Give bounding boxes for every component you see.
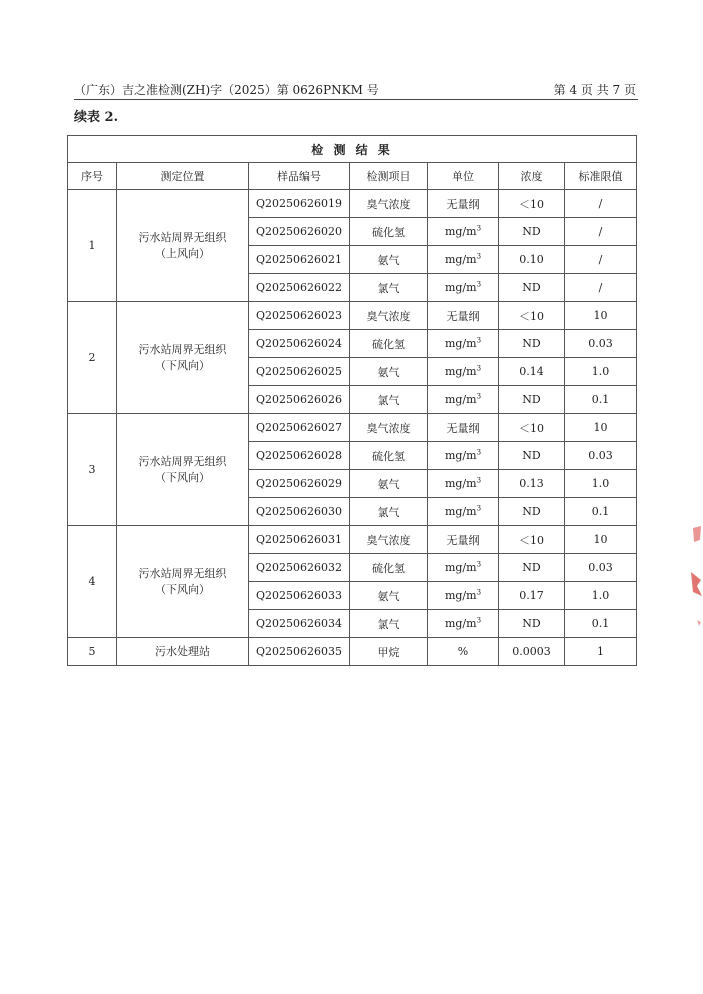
unit: 无量纲: [428, 302, 499, 330]
wind-direction: （上风向）: [155, 246, 210, 260]
test-item: 硫化氢: [350, 218, 428, 246]
standard-limit: 1: [565, 638, 637, 666]
page-header: [74, 79, 638, 100]
test-item: 臭气浓度: [350, 526, 428, 554]
unit-superscript: 3: [476, 280, 482, 289]
test-item: 臭气浓度: [350, 414, 428, 442]
table-row: [68, 302, 637, 330]
test-item: 氨气: [350, 246, 428, 274]
unit-superscript: 3: [476, 224, 482, 233]
header-row: [68, 163, 637, 190]
sample-id: Q20250626030: [249, 498, 350, 526]
column-header: 检测项目: [350, 163, 428, 190]
location-cell: [117, 190, 249, 302]
row-number: 5: [68, 638, 117, 666]
unit: [428, 470, 499, 498]
test-item: 氯气: [350, 498, 428, 526]
unit-superscript: 3: [476, 504, 482, 513]
unit: 无量纲: [428, 414, 499, 442]
unit-text: mg/m: [444, 561, 477, 574]
unit: [428, 582, 499, 610]
unit-text: mg/m: [444, 449, 477, 462]
standard-limit: /: [565, 274, 637, 302]
standard-limit: /: [565, 218, 637, 246]
sample-id: Q20250626035: [249, 638, 350, 666]
concentration: ND: [499, 274, 565, 302]
unit: %: [428, 638, 499, 666]
concentration: ＜10: [499, 190, 565, 218]
unit-superscript: 3: [476, 560, 482, 569]
location-cell: [117, 638, 249, 666]
column-header: 单位: [428, 163, 499, 190]
wind-direction: （下风向）: [155, 470, 210, 484]
row-number: 4: [68, 526, 117, 638]
test-item: 硫化氢: [350, 330, 428, 358]
unit-text: mg/m: [444, 617, 477, 630]
standard-limit: 10: [565, 526, 637, 554]
test-item: 臭气浓度: [350, 302, 428, 330]
location-name: 污水站周界无组织: [138, 454, 227, 468]
concentration: ND: [499, 386, 565, 414]
row-number: 2: [68, 302, 117, 414]
sample-id: Q20250626022: [249, 274, 350, 302]
location-cell: [117, 302, 249, 414]
standard-limit: /: [565, 246, 637, 274]
unit: [428, 386, 499, 414]
concentration: ND: [499, 330, 565, 358]
concentration: 0.0003: [499, 638, 565, 666]
unit-superscript: 3: [476, 588, 482, 597]
standard-limit: 0.1: [565, 498, 637, 526]
standard-limit: 10: [565, 302, 637, 330]
unit: [428, 274, 499, 302]
test-item: 臭气浓度: [350, 190, 428, 218]
unit: 无量纲: [428, 190, 499, 218]
unit-superscript: 3: [476, 252, 482, 261]
page-number: 第 4 页 共 7 页: [553, 83, 636, 97]
concentration: 0.13: [499, 470, 565, 498]
unit-superscript: 3: [476, 616, 482, 625]
unit-text: mg/m: [444, 505, 477, 518]
unit: [428, 498, 499, 526]
test-item: 硫化氢: [350, 554, 428, 582]
table-row: [68, 526, 637, 554]
unit-superscript: 3: [476, 476, 482, 485]
wind-direction: （下风向）: [155, 358, 210, 372]
unit: [428, 610, 499, 638]
sample-id: Q20250626031: [249, 526, 350, 554]
column-header: 测定位置: [117, 163, 249, 190]
standard-limit: 0.1: [565, 386, 637, 414]
column-header: 样品编号: [249, 163, 350, 190]
concentration: ND: [499, 554, 565, 582]
table-body: [68, 190, 637, 666]
concentration: ND: [499, 442, 565, 470]
unit-superscript: 3: [476, 392, 482, 401]
test-item: 氯气: [350, 386, 428, 414]
sample-id: Q20250626029: [249, 470, 350, 498]
location-name: 污水站周界无组织: [138, 230, 227, 244]
unit-superscript: 3: [476, 364, 482, 373]
sample-id: Q20250626020: [249, 218, 350, 246]
unit-superscript: 3: [476, 448, 482, 457]
column-header: 标准限值: [565, 163, 637, 190]
unit: 无量纲: [428, 526, 499, 554]
standard-limit: 0.1: [565, 610, 637, 638]
test-item: 硫化氢: [350, 442, 428, 470]
unit-text: mg/m: [444, 281, 477, 294]
standard-limit: 0.03: [565, 554, 637, 582]
sample-id: Q20250626021: [249, 246, 350, 274]
standard-limit: /: [565, 190, 637, 218]
table-row: [68, 190, 637, 218]
table-row: [68, 638, 637, 666]
test-item: 氨气: [350, 470, 428, 498]
unit-text: mg/m: [444, 589, 477, 602]
standard-limit: 0.03: [565, 442, 637, 470]
standard-limit: 0.03: [565, 330, 637, 358]
unit: [428, 218, 499, 246]
sample-id: Q20250626025: [249, 358, 350, 386]
test-item: 氯气: [350, 274, 428, 302]
row-number: 3: [68, 414, 117, 526]
standard-limit: 10: [565, 414, 637, 442]
wind-direction: （下风向）: [155, 582, 210, 596]
unit: [428, 442, 499, 470]
standard-limit: 1.0: [565, 358, 637, 386]
unit: [428, 358, 499, 386]
report-number: （广东）吉之准检测(ZH)字（2025）第 0626PNKM 号: [74, 83, 379, 97]
column-header: 浓度: [499, 163, 565, 190]
stamp-fragment: [687, 520, 703, 660]
row-number: 1: [68, 190, 117, 302]
table-subtitle: 续表 2.: [74, 110, 119, 125]
unit-text: mg/m: [444, 253, 477, 266]
concentration: ＜10: [499, 302, 565, 330]
test-item: 氨气: [350, 358, 428, 386]
concentration: 0.10: [499, 246, 565, 274]
concentration: 0.14: [499, 358, 565, 386]
concentration: 0.17: [499, 582, 565, 610]
test-item: 甲烷: [350, 638, 428, 666]
unit-text: mg/m: [444, 365, 477, 378]
sample-id: Q20250626033: [249, 582, 350, 610]
table-row: [68, 414, 637, 442]
column-header: 序号: [68, 163, 117, 190]
location-name: 污水站周界无组织: [138, 566, 227, 580]
sample-id: Q20250626026: [249, 386, 350, 414]
sample-id: Q20250626024: [249, 330, 350, 358]
unit-text: mg/m: [444, 225, 477, 238]
standard-limit: 1.0: [565, 470, 637, 498]
test-item: 氨气: [350, 582, 428, 610]
sample-id: Q20250626034: [249, 610, 350, 638]
location-cell: [117, 414, 249, 526]
unit: [428, 554, 499, 582]
location-name: 污水处理站: [155, 644, 210, 658]
sample-id: Q20250626032: [249, 554, 350, 582]
concentration: ＜10: [499, 414, 565, 442]
concentration: ＜10: [499, 526, 565, 554]
concentration: ND: [499, 218, 565, 246]
unit: [428, 246, 499, 274]
test-item: 氯气: [350, 610, 428, 638]
unit-text: mg/m: [444, 337, 477, 350]
location-cell: [117, 526, 249, 638]
sample-id: Q20250626027: [249, 414, 350, 442]
concentration: ND: [499, 610, 565, 638]
standard-limit: 1.0: [565, 582, 637, 610]
table-title: 检 测 结 果: [68, 136, 637, 163]
unit-text: mg/m: [444, 477, 477, 490]
results-table: [67, 135, 637, 666]
sample-id: Q20250626028: [249, 442, 350, 470]
unit: [428, 330, 499, 358]
concentration: ND: [499, 498, 565, 526]
unit-text: mg/m: [444, 393, 477, 406]
sample-id: Q20250626019: [249, 190, 350, 218]
location-name: 污水站周界无组织: [138, 342, 227, 356]
unit-superscript: 3: [476, 336, 482, 345]
sample-id: Q20250626023: [249, 302, 350, 330]
